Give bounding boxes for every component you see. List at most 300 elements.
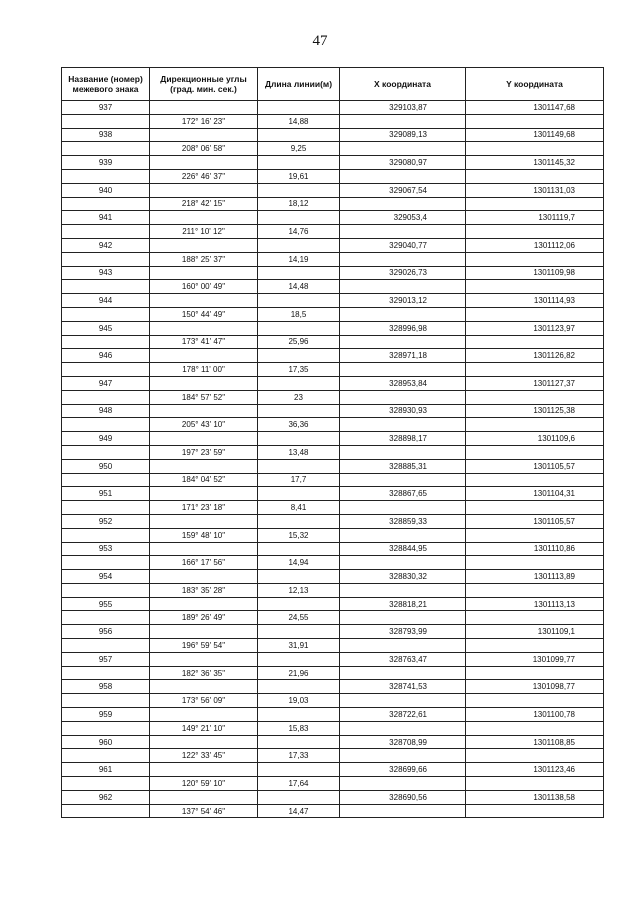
empty-cell [62, 390, 150, 404]
empty-cell [62, 418, 150, 432]
x-coordinate: 328953,84 [340, 376, 466, 390]
x-coordinate: 329080,97 [340, 156, 466, 170]
empty-cell [258, 294, 340, 308]
y-coordinate: 1301104,31 [466, 487, 604, 501]
line-length: 18,12 [258, 197, 340, 211]
segment-row [62, 418, 604, 432]
empty-cell [340, 418, 466, 432]
empty-cell [466, 583, 604, 597]
y-coordinate: 1301123,97 [466, 321, 604, 335]
empty-cell [62, 721, 150, 735]
empty-cell [340, 528, 466, 542]
point-row [62, 183, 604, 197]
empty-cell [258, 432, 340, 446]
point-name: 960 [62, 735, 150, 749]
y-coordinate: 1301138,58 [466, 790, 604, 804]
empty-cell [466, 142, 604, 156]
empty-cell [62, 501, 150, 515]
point-row [62, 790, 604, 804]
empty-cell [150, 652, 258, 666]
empty-cell [62, 777, 150, 791]
y-coordinate: 1301105,57 [466, 514, 604, 528]
y-coordinate: 1301145,32 [466, 156, 604, 170]
segment-row [62, 114, 604, 128]
line-length: 18,5 [258, 307, 340, 321]
empty-cell [150, 266, 258, 280]
y-coordinate: 1301125,38 [466, 404, 604, 418]
direction-angle: 226° 46' 37" [150, 169, 258, 183]
empty-cell [258, 597, 340, 611]
empty-cell [62, 252, 150, 266]
page-number: 47 [312, 33, 328, 49]
empty-cell [150, 680, 258, 694]
x-coordinate: 328867,65 [340, 487, 466, 501]
empty-cell [466, 694, 604, 708]
x-coordinate: 328898,17 [340, 432, 466, 446]
x-coordinate: 328859,33 [340, 514, 466, 528]
empty-cell [258, 542, 340, 556]
x-coordinate: 328763,47 [340, 652, 466, 666]
point-name: 941 [62, 211, 150, 225]
segment-row [62, 335, 604, 349]
point-name: 961 [62, 763, 150, 777]
point-name: 954 [62, 570, 150, 584]
x-coordinate: 328690,56 [340, 790, 466, 804]
empty-cell [466, 418, 604, 432]
y-coordinate: 1301149,68 [466, 128, 604, 142]
empty-cell [62, 611, 150, 625]
empty-cell [150, 321, 258, 335]
empty-cell [258, 708, 340, 722]
header-mark-name: Название (номер) межевого знака [62, 68, 150, 101]
y-coordinate: 1301105,57 [466, 459, 604, 473]
y-coordinate: 1301147,68 [466, 101, 604, 115]
empty-cell [340, 583, 466, 597]
direction-angle: 205° 43' 10" [150, 418, 258, 432]
direction-angle: 208° 06' 58" [150, 142, 258, 156]
empty-cell [340, 639, 466, 653]
line-length: 36,36 [258, 418, 340, 432]
header-x-coordinate: X координата [340, 68, 466, 101]
point-name: 956 [62, 625, 150, 639]
empty-cell [466, 501, 604, 515]
empty-cell [340, 501, 466, 515]
empty-cell [340, 804, 466, 818]
empty-cell [62, 114, 150, 128]
line-length: 12,13 [258, 583, 340, 597]
empty-cell [466, 280, 604, 294]
empty-cell [340, 280, 466, 294]
empty-cell [258, 156, 340, 170]
empty-cell [258, 376, 340, 390]
x-coordinate: 328793,99 [340, 625, 466, 639]
direction-angle: 120° 59' 10" [150, 777, 258, 791]
y-coordinate: 1301099,77 [466, 652, 604, 666]
point-row [62, 763, 604, 777]
x-coordinate: 329053,4 [340, 211, 466, 225]
direction-angle: 166° 17' 56" [150, 556, 258, 570]
point-name: 939 [62, 156, 150, 170]
direction-angle: 188° 25' 37" [150, 252, 258, 266]
empty-cell [150, 294, 258, 308]
empty-cell [62, 280, 150, 294]
boundary-coordinates-table [61, 67, 604, 818]
direction-angle: 137° 54' 46" [150, 804, 258, 818]
empty-cell [62, 335, 150, 349]
segment-row [62, 528, 604, 542]
x-coordinate: 328844,95 [340, 542, 466, 556]
point-row [62, 404, 604, 418]
segment-row [62, 197, 604, 211]
x-coordinate: 329089,13 [340, 128, 466, 142]
direction-angle: 196° 59' 54" [150, 639, 258, 653]
empty-cell [340, 252, 466, 266]
empty-cell [150, 790, 258, 804]
line-length: 19,03 [258, 694, 340, 708]
empty-cell [466, 390, 604, 404]
x-coordinate: 328830,32 [340, 570, 466, 584]
direction-angle: 183° 35' 28" [150, 583, 258, 597]
point-row [62, 432, 604, 446]
direction-angle: 159° 48' 10" [150, 528, 258, 542]
empty-cell [466, 363, 604, 377]
y-coordinate: 1301108,85 [466, 735, 604, 749]
y-coordinate: 1301098,77 [466, 680, 604, 694]
point-row [62, 597, 604, 611]
line-length: 17,7 [258, 473, 340, 487]
point-row [62, 514, 604, 528]
direction-angle: 173° 56' 09" [150, 694, 258, 708]
empty-cell [62, 556, 150, 570]
point-name: 950 [62, 459, 150, 473]
empty-cell [340, 197, 466, 211]
empty-cell [466, 225, 604, 239]
empty-cell [62, 307, 150, 321]
empty-cell [150, 183, 258, 197]
direction-angle: 122° 33' 45" [150, 749, 258, 763]
empty-cell [340, 390, 466, 404]
x-coordinate: 329040,77 [340, 238, 466, 252]
x-coordinate: 329103,87 [340, 101, 466, 115]
empty-cell [150, 708, 258, 722]
direction-angle: 182° 36' 35" [150, 666, 258, 680]
y-coordinate: 1301113,89 [466, 570, 604, 584]
point-row [62, 570, 604, 584]
segment-row [62, 666, 604, 680]
direction-angle: 178° 11' 00" [150, 363, 258, 377]
line-length: 17,33 [258, 749, 340, 763]
segment-row [62, 473, 604, 487]
empty-cell [340, 777, 466, 791]
empty-cell [150, 128, 258, 142]
segment-row [62, 280, 604, 294]
empty-cell [466, 307, 604, 321]
segment-row [62, 363, 604, 377]
line-length: 17,35 [258, 363, 340, 377]
empty-cell [150, 101, 258, 115]
point-row [62, 652, 604, 666]
line-length: 14,76 [258, 225, 340, 239]
empty-cell [340, 445, 466, 459]
point-name: 947 [62, 376, 150, 390]
empty-cell [62, 804, 150, 818]
empty-cell [150, 597, 258, 611]
empty-cell [62, 142, 150, 156]
line-length: 15,32 [258, 528, 340, 542]
empty-cell [150, 487, 258, 501]
empty-cell [62, 169, 150, 183]
segment-row [62, 390, 604, 404]
segment-row [62, 225, 604, 239]
point-name: 952 [62, 514, 150, 528]
y-coordinate: 1301114,93 [466, 294, 604, 308]
empty-cell [62, 528, 150, 542]
segment-row [62, 445, 604, 459]
point-name: 948 [62, 404, 150, 418]
direction-angle: 189° 26' 49" [150, 611, 258, 625]
empty-cell [340, 749, 466, 763]
point-row [62, 101, 604, 115]
y-coordinate: 1301112,06 [466, 238, 604, 252]
point-name: 955 [62, 597, 150, 611]
y-coordinate: 1301123,46 [466, 763, 604, 777]
point-name: 940 [62, 183, 150, 197]
header-y-coordinate: Y координата [466, 68, 604, 101]
x-coordinate: 328818,21 [340, 597, 466, 611]
y-coordinate: 1301109,1 [466, 625, 604, 639]
direction-angle: 172° 16' 23" [150, 114, 258, 128]
empty-cell [340, 114, 466, 128]
empty-cell [340, 666, 466, 680]
empty-cell [62, 583, 150, 597]
empty-cell [466, 197, 604, 211]
point-row [62, 266, 604, 280]
direction-angle: 184° 57' 52" [150, 390, 258, 404]
empty-cell [258, 735, 340, 749]
point-row [62, 376, 604, 390]
direction-angle: 173° 41' 47" [150, 335, 258, 349]
direction-angle: 171° 23' 18" [150, 501, 258, 515]
x-coordinate: 328699,66 [340, 763, 466, 777]
empty-cell [340, 611, 466, 625]
direction-angle: 218° 42' 15" [150, 197, 258, 211]
y-coordinate: 1301127,37 [466, 376, 604, 390]
segment-row [62, 777, 604, 791]
point-row [62, 487, 604, 501]
empty-cell [340, 307, 466, 321]
empty-cell [466, 473, 604, 487]
empty-cell [466, 639, 604, 653]
empty-cell [150, 763, 258, 777]
empty-cell [258, 680, 340, 694]
empty-cell [340, 335, 466, 349]
empty-cell [466, 114, 604, 128]
empty-cell [150, 238, 258, 252]
empty-cell [340, 225, 466, 239]
empty-cell [258, 459, 340, 473]
empty-cell [150, 432, 258, 446]
segment-row [62, 252, 604, 266]
empty-cell [258, 514, 340, 528]
empty-cell [258, 625, 340, 639]
point-row [62, 156, 604, 170]
empty-cell [62, 473, 150, 487]
point-name: 953 [62, 542, 150, 556]
line-length: 17,64 [258, 777, 340, 791]
segment-row [62, 749, 604, 763]
point-name: 943 [62, 266, 150, 280]
direction-angle: 211° 10' 12" [150, 225, 258, 239]
point-row [62, 321, 604, 335]
header-direction-angle: Дирекционные углы (град. мин. сек.) [150, 68, 258, 101]
empty-cell [62, 694, 150, 708]
empty-cell [466, 777, 604, 791]
point-row [62, 128, 604, 142]
empty-cell [150, 349, 258, 363]
empty-cell [258, 321, 340, 335]
empty-cell [340, 169, 466, 183]
empty-cell [150, 570, 258, 584]
empty-cell [258, 101, 340, 115]
line-length: 14,19 [258, 252, 340, 266]
x-coordinate: 328741,53 [340, 680, 466, 694]
y-coordinate: 1301100,78 [466, 708, 604, 722]
segment-row [62, 556, 604, 570]
line-length: 14,47 [258, 804, 340, 818]
empty-cell [258, 652, 340, 666]
segment-row [62, 583, 604, 597]
point-name: 945 [62, 321, 150, 335]
segment-row [62, 142, 604, 156]
empty-cell [62, 749, 150, 763]
segment-row [62, 611, 604, 625]
empty-cell [150, 376, 258, 390]
line-length: 14,48 [258, 280, 340, 294]
point-row [62, 238, 604, 252]
empty-cell [258, 763, 340, 777]
x-coordinate: 328722,61 [340, 708, 466, 722]
point-row [62, 708, 604, 722]
direction-angle: 197° 23' 59" [150, 445, 258, 459]
direction-angle: 149° 21' 10" [150, 721, 258, 735]
empty-cell [466, 252, 604, 266]
empty-cell [340, 473, 466, 487]
point-name: 959 [62, 708, 150, 722]
point-row [62, 211, 604, 225]
empty-cell [150, 735, 258, 749]
line-length: 14,94 [258, 556, 340, 570]
segment-row [62, 694, 604, 708]
empty-cell [258, 487, 340, 501]
empty-cell [466, 611, 604, 625]
point-name: 946 [62, 349, 150, 363]
empty-cell [340, 721, 466, 735]
y-coordinate: 1301110,86 [466, 542, 604, 556]
table-header-row [62, 68, 604, 101]
point-row [62, 459, 604, 473]
empty-cell [150, 156, 258, 170]
x-coordinate: 328930,93 [340, 404, 466, 418]
point-row [62, 542, 604, 556]
line-length: 13,48 [258, 445, 340, 459]
x-coordinate: 328996,98 [340, 321, 466, 335]
empty-cell [62, 639, 150, 653]
point-name: 951 [62, 487, 150, 501]
point-row [62, 680, 604, 694]
point-row [62, 294, 604, 308]
empty-cell [258, 183, 340, 197]
empty-cell [258, 211, 340, 225]
point-name: 962 [62, 790, 150, 804]
y-coordinate: 1301109,6 [466, 432, 604, 446]
empty-cell [466, 335, 604, 349]
empty-cell [466, 445, 604, 459]
y-coordinate: 1301131,03 [466, 183, 604, 197]
line-length: 23 [258, 390, 340, 404]
x-coordinate: 328885,31 [340, 459, 466, 473]
empty-cell [258, 238, 340, 252]
point-name: 942 [62, 238, 150, 252]
direction-angle: 160° 00' 49" [150, 280, 258, 294]
empty-cell [466, 721, 604, 735]
point-row [62, 349, 604, 363]
empty-cell [258, 128, 340, 142]
empty-cell [258, 570, 340, 584]
x-coordinate: 329067,54 [340, 183, 466, 197]
empty-cell [62, 666, 150, 680]
table-body [62, 101, 604, 818]
point-row [62, 735, 604, 749]
line-length: 15,83 [258, 721, 340, 735]
y-coordinate: 1301126,82 [466, 349, 604, 363]
point-name: 944 [62, 294, 150, 308]
empty-cell [340, 694, 466, 708]
empty-cell [340, 363, 466, 377]
header-line-length: Длина линии(м) [258, 68, 340, 101]
empty-cell [466, 666, 604, 680]
y-coordinate: 1301119,7 [466, 211, 604, 225]
y-coordinate: 1301109,98 [466, 266, 604, 280]
empty-cell [150, 404, 258, 418]
point-name: 949 [62, 432, 150, 446]
x-coordinate: 329013,12 [340, 294, 466, 308]
empty-cell [258, 790, 340, 804]
x-coordinate: 329026,73 [340, 266, 466, 280]
empty-cell [466, 169, 604, 183]
segment-row [62, 721, 604, 735]
point-name: 938 [62, 128, 150, 142]
segment-row [62, 169, 604, 183]
point-name: 957 [62, 652, 150, 666]
line-length: 25,96 [258, 335, 340, 349]
empty-cell [150, 625, 258, 639]
segment-row [62, 501, 604, 515]
direction-angle: 184° 04' 52" [150, 473, 258, 487]
line-length: 8,41 [258, 501, 340, 515]
empty-cell [150, 211, 258, 225]
empty-cell [62, 197, 150, 211]
empty-cell [62, 225, 150, 239]
line-length: 24,55 [258, 611, 340, 625]
segment-row [62, 804, 604, 818]
line-length: 31,91 [258, 639, 340, 653]
empty-cell [150, 514, 258, 528]
x-coordinate: 328708,99 [340, 735, 466, 749]
empty-cell [258, 349, 340, 363]
empty-cell [258, 404, 340, 418]
empty-cell [150, 542, 258, 556]
empty-cell [62, 363, 150, 377]
